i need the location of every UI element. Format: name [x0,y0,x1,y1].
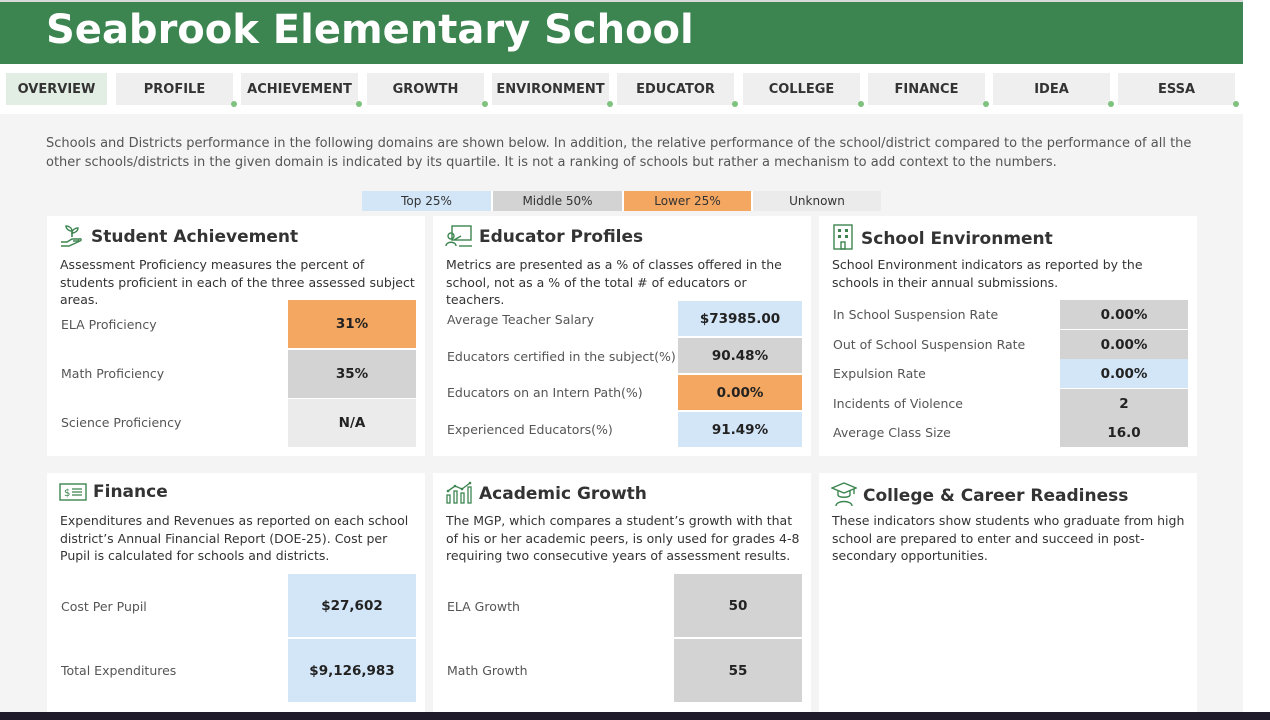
card-description: Assessment Proficiency measures the percent of students proficient in each of the three assessed subject areas. [60,257,415,307]
value-in-school-suspension: 0.00% [1060,300,1188,329]
row-label-out-of-school-suspension: Out of School Suspension Rate [833,337,1026,352]
row-label-educators-intern-path: Educators on an Intern Path(%) [447,385,643,400]
tab-growth[interactable] [367,73,484,105]
tab-overview[interactable] [6,73,107,105]
tab-bar [0,64,1243,114]
value-educators-intern-path: 0.00% [678,375,802,410]
tab-indicator-dot [858,101,864,107]
card-title-row [59,224,298,248]
growth-chart-icon [445,481,473,505]
tab-profile[interactable] [116,73,233,105]
tab-label: ACHIEVEMENT [247,81,352,97]
card-finance [47,473,425,712]
tab-indicator-dot [983,101,989,107]
row-label-math-growth: Math Growth [447,663,528,678]
tab-indicator-dot [1108,101,1114,107]
plant-hand-icon [59,224,85,248]
value-experienced-educators: 91.49% [678,412,802,447]
card-title-row [831,481,1128,507]
row-label-average-teacher-salary: Average Teacher Salary [447,312,595,327]
svg-text:$: $ [64,488,71,499]
card-academic-growth [433,473,811,712]
value-incidents-of-violence: 2 [1060,389,1188,418]
tab-indicator-dot [482,101,488,107]
value-ela-growth: 50 [674,574,802,637]
value-average-class-size: 16.0 [1060,418,1188,447]
card-college-career-readiness [819,473,1197,712]
row-label-ela-proficiency: ELA Proficiency [61,317,157,332]
card-title: Student Achievement [91,227,299,247]
tab-environment[interactable] [492,73,609,105]
window-bottom-edge [0,712,1270,720]
tab-indicator-dot [1233,101,1239,107]
tab-label: GROWTH [392,81,459,97]
card-title-row [831,224,1053,250]
row-label-math-proficiency: Math Proficiency [61,366,165,381]
card-description: The MGP, which compares a student’s growth with that of his or her academic peers, is only used for grades 4-8 requiring two consecutive years of assessment results. [446,513,800,563]
row-label-ela-growth: ELA Growth [447,599,520,614]
value-math-growth: 55 [674,639,802,702]
tab-label: ENVIRONMENT [496,81,605,97]
row-label-science-proficiency: Science Proficiency [61,415,182,430]
intro-text: Schools and Districts performance in the following domains are shown below. In addition, the relative performance of the school/district compared to the performance of all the other schools/districts in the given domain is indicated by its quartile. It is not a ranking of schools but rather a mechanism to add context to the numbers. [46,136,1192,170]
row-label-experienced-educators: Experienced Educators(%) [447,422,613,437]
tab-idea[interactable] [993,73,1110,105]
card-title-row [445,224,643,248]
row-label-incidents-of-violence: Incidents of Violence [833,396,963,411]
card-educator-profiles [433,216,811,456]
legend-top: Top 25% [362,191,491,211]
value-average-teacher-salary: $73985.00 [678,301,802,336]
tab-essa[interactable] [1118,73,1235,105]
card-description: Metrics are presented as a % of classes offered in the school, not as a % of the total # of educators or teachers. [446,257,782,307]
tab-indicator-dot [732,101,738,107]
money-bill-icon [59,481,87,503]
tab-achievement[interactable] [241,73,358,105]
tab-label: IDEA [1034,81,1069,97]
value-educators-certified: 90.48% [678,338,802,373]
card-title-row [59,481,168,503]
legend-lower: Lower 25% [624,191,751,211]
card-title: Academic Growth [479,484,647,504]
value-science-proficiency: N/A [288,399,416,447]
row-label-cost-per-pupil: Cost Per Pupil [61,599,147,614]
value-cost-per-pupil: $27,602 [288,574,416,637]
card-title: Educator Profiles [479,227,644,247]
tab-label: PROFILE [143,81,206,97]
value-expulsion-rate: 0.00% [1060,359,1188,388]
tab-indicator-dot [607,101,613,107]
card-title: Finance [93,482,168,502]
card-description: Expenditures and Revenues as reported on each school district’s Annual Financial Report (DOE-25). Cost per Pupil is calculated for schools and districts. [60,513,409,563]
row-label-in-school-suspension: In School Suspension Rate [833,307,999,322]
card-description: School Environment indicators as reported by the schools in their annual submissions. [832,257,1143,290]
tab-educator[interactable] [617,73,734,105]
card-title-row [445,481,647,505]
legend-unknown: Unknown [753,191,881,211]
row-label-expulsion-rate: Expulsion Rate [833,366,926,381]
school-title: Seabrook Elementary School [46,7,694,53]
tab-indicator-dot [231,101,237,107]
row-label-average-class-size: Average Class Size [833,425,951,440]
tab-label: ESSA [1157,81,1196,97]
quartile-legend [362,191,881,211]
value-math-proficiency: 35% [288,350,416,398]
tab-label: COLLEGE [768,81,835,97]
header-banner [0,0,1243,64]
value-total-expenditures: $9,126,983 [288,639,416,702]
tab-college[interactable] [743,73,860,105]
tab-label: EDUCATOR [636,81,715,97]
row-label-educators-certified: Educators certified in the subject(%) [447,349,676,364]
legend-middle: Middle 50% [493,191,622,211]
tab-label: OVERVIEW [17,81,96,97]
tab-finance[interactable] [868,73,985,105]
tab-label: FINANCE [894,81,959,97]
card-school-environment [819,216,1197,456]
graduate-cap-icon [831,481,857,507]
row-label-total-expenditures: Total Expenditures [61,663,177,678]
school-building-icon [831,224,855,250]
teacher-board-icon [445,224,473,248]
card-title: School Environment [861,229,1053,249]
card-description: These indicators show students who graduate from high school are prepared to enter and succeed in post-secondary opportunities. [832,513,1185,563]
value-ela-proficiency: 31% [288,300,416,348]
tab-indicator-dot [356,101,362,107]
card-title: College & Career Readiness [863,486,1129,506]
value-out-of-school-suspension: 0.00% [1060,330,1188,359]
card-student-achievement [47,216,425,456]
